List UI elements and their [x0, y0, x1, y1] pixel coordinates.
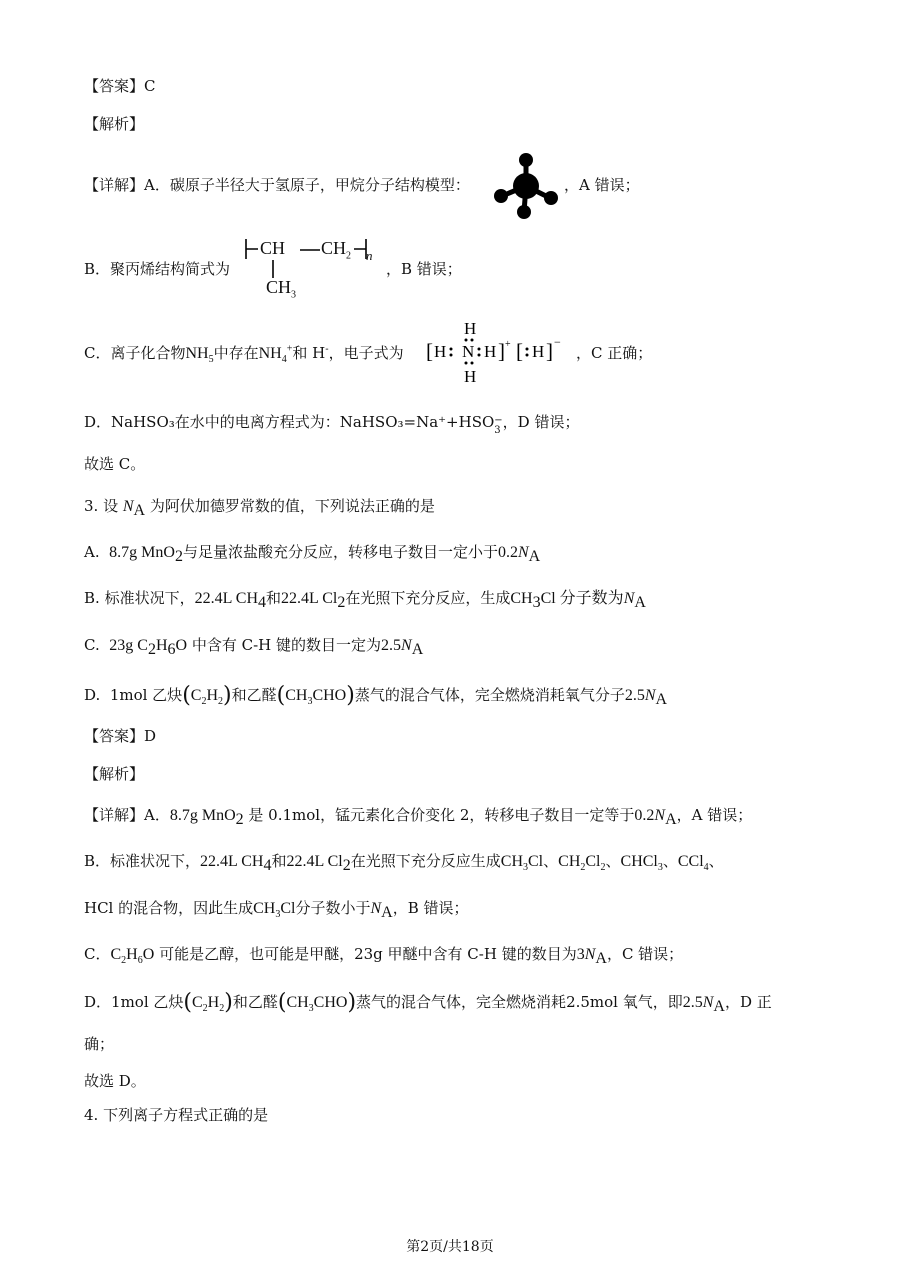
- q3-explain-b-cont: HCl 的混合物，因此生成$CH_3Cl$分子数小于$N_A$，B 错误；: [84, 899, 469, 921]
- q3-explain-d: D．1mol 乙炔$(C_2H_2)$和乙醛$(CH_3CHO)$蒸气的混合气体，完全燃烧消耗2.5mol 氧气，即$2.5N_A$，D 正: [84, 990, 772, 1015]
- q2-a-text: A．碳原子半径大于氢原子，甲烷分子结构模型：: [144, 176, 470, 194]
- analysis-label: 【解析】: [84, 115, 145, 133]
- q2-c-line: C．离子化合物$NH_5$中存在$NH_4^+$和 H-，电子式为: [84, 343, 404, 366]
- q2-b-text: B．聚丙烯结构简式为: [84, 260, 231, 278]
- svg-text:]: ]: [546, 339, 553, 363]
- q3-analysis-label: 【解析】: [84, 765, 145, 783]
- q3-explain-d-cont: 确；: [84, 1035, 115, 1053]
- detail-label: 【详解】: [84, 176, 145, 194]
- q2-detail-a: [84, 174, 470, 196]
- q2-a-end: ，A 错误；: [564, 176, 640, 194]
- formula-ch: CH: [260, 238, 286, 258]
- q3-option-c[interactable]: C. 23g $C_2H_6O$ 中含有 C-H 键的数目一定为$2.5N_A$: [84, 636, 424, 658]
- formula-ch2: $CH_2$: [321, 238, 352, 262]
- q3-explain-a: 【详解】A．8.7g MnO$_2$ 是 0.1mol，锰元素化合价变化 2，转移电子数目一定等于$0.2N_A$，A 错误；: [84, 806, 753, 828]
- q3-explain-c: C．$C_2H_6O$ 可能是乙醇，也可能是甲醚，23g 甲醚中含有 C-H 键的数目为$3N_A$，C 错误；: [84, 945, 684, 967]
- q3-option-a[interactable]: A. 8.7g MnO$_2$与足量浓盐酸充分反应，转移电子数目一定小于$0.2N_A$: [84, 543, 541, 565]
- q3-option-b[interactable]: B. 标准状况下，22.4L $CH_4$和22.4L $Cl_2$在光照下充分反应，生成$CH_3Cl$ 分子数为$N_A$: [84, 589, 646, 611]
- q3-stem: 3. 设 $N_A$ 为阿伏加德罗常数的值，下列说法正确的是: [84, 497, 435, 519]
- q4-stem: 4. 下列离子方程式正确的是: [84, 1106, 269, 1124]
- answer-label: 【答案】C: [84, 77, 156, 95]
- q2-conclusion: 故选 C。: [84, 455, 146, 473]
- svg-text:]: ]: [498, 339, 505, 363]
- q2-b-end: ，B 错误；: [386, 260, 462, 278]
- nh5-electron-formula: [424, 316, 580, 388]
- q3-explain-b: B．标准状况下，22.4L $CH_4$和22.4L $Cl_2$在光照下充分反应生成$CH_3Cl$、$CH_2Cl_2$、CHCl$_3$、CCl$_4$、: [84, 852, 724, 874]
- svg-text:H: H: [532, 342, 545, 361]
- svg-text:H: H: [464, 319, 477, 338]
- q2-c-end: ，C 正确；: [576, 344, 653, 362]
- svg-text:N: N: [462, 342, 475, 361]
- formula-n: n: [366, 248, 373, 263]
- formula-ch3: $CH_3$: [266, 277, 297, 301]
- svg-text:H: H: [464, 367, 477, 386]
- svg-text:[: [: [426, 339, 433, 363]
- methane-model-figure: [490, 152, 562, 220]
- q3-option-d[interactable]: D. 1mol 乙炔$(C_2H_2)$和乙醛$(CH_3CHO)$蒸气的混合气体，完全燃烧消耗氧气分子$2.5N_A$: [84, 683, 668, 708]
- svg-text:H: H: [484, 342, 497, 361]
- q3-conclusion: 故选 D。: [84, 1072, 146, 1090]
- polypropylene-formula: [238, 236, 384, 300]
- svg-text:−: −: [554, 335, 561, 349]
- svg-text:+: +: [505, 339, 511, 350]
- q2-d-line: D．NaHSO₃在水中的电离方程式为：NaHSO₃=Na⁺+HSO − 3 ，D 错误；: [84, 413, 580, 436]
- svg-text:[: [: [516, 339, 523, 363]
- page-footer: 第2页/共18页: [406, 1239, 494, 1255]
- q3-answer-label: 【答案】D: [84, 727, 157, 745]
- svg-text:H: H: [434, 342, 447, 361]
